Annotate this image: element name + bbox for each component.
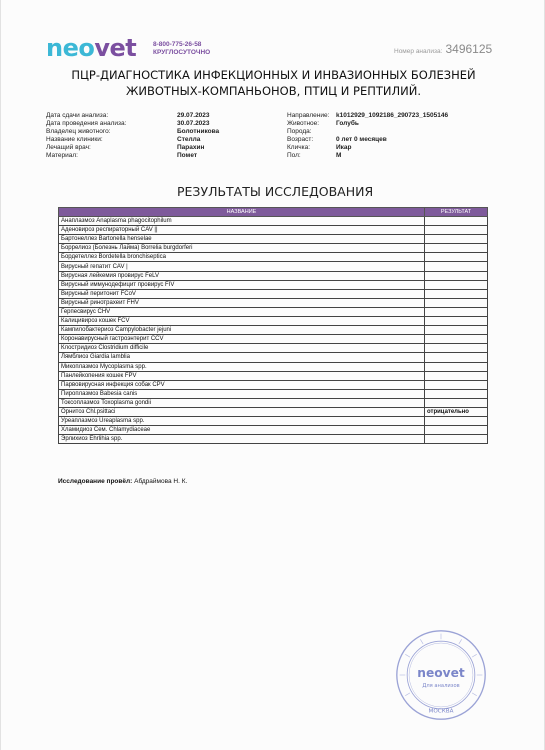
info-label: Направление:	[287, 112, 330, 119]
analysis-number-value: 3496125	[445, 42, 493, 56]
info-value: 0 лет 0 месяцев	[336, 136, 387, 143]
cell-result	[425, 226, 488, 235]
info-left-values	[177, 112, 219, 160]
cell-result	[425, 289, 488, 298]
cell-test-name: Калицивироз кошек FCV	[59, 317, 425, 326]
table-row	[59, 417, 488, 426]
table-row	[59, 217, 488, 226]
cell-test-name: Хламидиоз Сем. Chlamydiaceae	[59, 426, 425, 435]
cell-result	[425, 417, 488, 426]
table-row	[59, 389, 488, 398]
document-title	[31, 67, 516, 99]
cell-result	[425, 298, 488, 307]
stamp-brand: neovet	[417, 665, 465, 680]
cell-result	[425, 353, 488, 362]
results-heading: РЕЗУЛЬТАТЫ ИССЛЕДОВАНИЯ	[177, 184, 374, 199]
cell-result: отрицательно	[425, 407, 488, 416]
table-row	[59, 280, 488, 289]
cell-result	[425, 435, 488, 444]
info-value: Помет	[177, 152, 198, 159]
cell-result	[425, 217, 488, 226]
info-label: Порода:	[287, 128, 312, 135]
cell-result	[425, 362, 488, 371]
logo-part-vet: vet	[94, 34, 137, 62]
cell-test-name: Эрлихиоз Ehrlihia spp.	[59, 435, 425, 444]
cell-result	[425, 271, 488, 280]
table-row	[59, 326, 488, 335]
cell-result	[425, 398, 488, 407]
cell-result	[425, 253, 488, 262]
cell-test-name: Уреаплазмоз Ureaplasma spp.	[59, 417, 425, 426]
table-row	[59, 317, 488, 326]
clinic-stamp	[394, 628, 488, 722]
title-line-1: ПЦР-ДИАГНОСТИКА ИНФЕКЦИОННЫХ И ИНВАЗИОННЫХ БОЛЕЗНЕЙ	[71, 68, 476, 82]
cell-test-name: Боррелиоз (Болезнь Лайма) Borrelia burgdorferi	[59, 244, 425, 253]
info-value: Парахин	[177, 144, 205, 151]
table-row	[59, 271, 488, 280]
table-row	[59, 371, 488, 380]
cell-test-name: Вирусная лейкемия провирус FeLV	[59, 271, 425, 280]
info-value: М	[336, 152, 342, 159]
performed-by-name: Абдраймова Н. К.	[134, 478, 188, 485]
info-left-labels	[46, 112, 126, 160]
info-label: Материал:	[46, 152, 78, 159]
cell-test-name: Вирусный гепатит CAV |	[59, 262, 425, 271]
table-row	[59, 335, 488, 344]
cell-test-name: Герпесвирус CHV	[59, 307, 425, 316]
cell-test-name: Пироплазмоз Babesia canis	[59, 389, 425, 398]
table-row	[59, 344, 488, 353]
cell-test-name: Бордетеллез Bordetella bronchiseptica	[59, 253, 425, 262]
cell-result	[425, 335, 488, 344]
cell-result	[425, 326, 488, 335]
cell-test-name: Вирусный ринотрахеит FHV	[59, 298, 425, 307]
info-value: Икар	[336, 144, 352, 151]
info-label: Владелец животного:	[46, 128, 111, 135]
info-value: 30.07.2023	[177, 120, 210, 127]
cell-test-name: Лямблиоз Giardia lamblia	[59, 353, 425, 362]
analysis-number-label: Номер анализа:	[394, 48, 443, 55]
cell-test-name: Панлейкопения кошек FPV	[59, 371, 425, 380]
cell-result	[425, 380, 488, 389]
info-value: Голубь	[336, 120, 359, 127]
stamp-caption: Для анализов	[422, 683, 460, 690]
cell-test-name: Бартонеллез Bartonella henselae	[59, 235, 425, 244]
info-label: Дата сдачи анализа:	[46, 112, 109, 119]
cell-test-name: Коронавирусный гастроэнтерит CCV	[59, 335, 425, 344]
cell-result	[425, 389, 488, 398]
neovet-logo	[46, 36, 136, 60]
table-row	[59, 298, 488, 307]
cell-test-name: Орнитоз Chl.psittaci	[59, 407, 425, 416]
table-row	[59, 362, 488, 371]
table-row	[59, 253, 488, 262]
table-row	[59, 307, 488, 316]
table-row	[59, 398, 488, 407]
cell-result	[425, 344, 488, 353]
table-row	[59, 353, 488, 362]
info-right-labels	[287, 112, 329, 160]
info-label: Дата проведения анализа:	[46, 120, 127, 127]
info-label: Возраст:	[287, 136, 314, 143]
cell-test-name: Анаплазмоз Anaplasma phagocitophilum	[59, 217, 425, 226]
table-header-row	[59, 208, 488, 217]
table-row	[59, 435, 488, 444]
info-value: 29.07.2023	[177, 112, 210, 119]
cell-test-name: Вирусный перитонит FCoV	[59, 289, 425, 298]
info-right-values	[336, 112, 448, 160]
table-row	[59, 426, 488, 435]
table-row	[59, 407, 488, 416]
cell-result	[425, 235, 488, 244]
performed-by	[58, 478, 187, 485]
cell-result	[425, 280, 488, 289]
logo-part-neo: neo	[46, 34, 95, 62]
info-label: Лечащий врач:	[46, 144, 91, 151]
info-value	[336, 128, 448, 136]
info-value: Стелла	[177, 136, 201, 143]
table-row	[59, 235, 488, 244]
cell-test-name: Вирусный иммунодефицит провирус FIV	[59, 280, 425, 289]
phone-note: КРУГЛОСУТОЧНО	[153, 49, 211, 56]
cell-result	[425, 244, 488, 253]
cell-result	[425, 426, 488, 435]
cell-test-name: Токсоплазмоз Toxoplasma gondii	[59, 398, 425, 407]
cell-result	[425, 307, 488, 316]
performed-by-label: Исследование провёл:	[58, 478, 133, 485]
cell-result	[425, 317, 488, 326]
title-line-2: ЖИВОТНЫХ-КОМПАНЬОНОВ, ПТИЦ И РЕПТИЛИЙ.	[125, 84, 422, 98]
cell-result	[425, 262, 488, 271]
info-label: Пол:	[287, 152, 301, 159]
cell-test-name: Микоплазмоз Mycoplasma spp.	[59, 362, 425, 371]
table-row	[59, 262, 488, 271]
table-row	[59, 226, 488, 235]
results-table	[58, 207, 488, 444]
table-row	[59, 380, 488, 389]
phone-number: 8-800-775-26-58	[153, 41, 202, 48]
info-value: k1012929_1092186_290723_1505146	[336, 112, 449, 119]
cell-test-name: Аденовироз респираторный CAV ||	[59, 226, 425, 235]
analysis-number	[394, 42, 492, 56]
info-label: Название клиники:	[46, 136, 103, 143]
stamp-city: МОСКВА	[428, 708, 454, 715]
cell-test-name: Кампилобактериоз Campylobacter jejuni	[59, 326, 425, 335]
info-label: Животное:	[287, 120, 320, 127]
info-label: Кличка:	[287, 144, 311, 151]
info-value: Болотникова	[177, 128, 220, 135]
table-row	[59, 244, 488, 253]
column-header-name: НАЗВАНИЕ	[59, 208, 425, 217]
column-header-result: РЕЗУЛЬТАТ	[425, 208, 488, 217]
cell-result	[425, 371, 488, 380]
cell-test-name: Клостридиоз Clostridium difficile	[59, 344, 425, 353]
cell-test-name: Парвовирусная инфекция собак CPV	[59, 380, 425, 389]
brand-contact	[153, 41, 210, 57]
table-row	[59, 289, 488, 298]
